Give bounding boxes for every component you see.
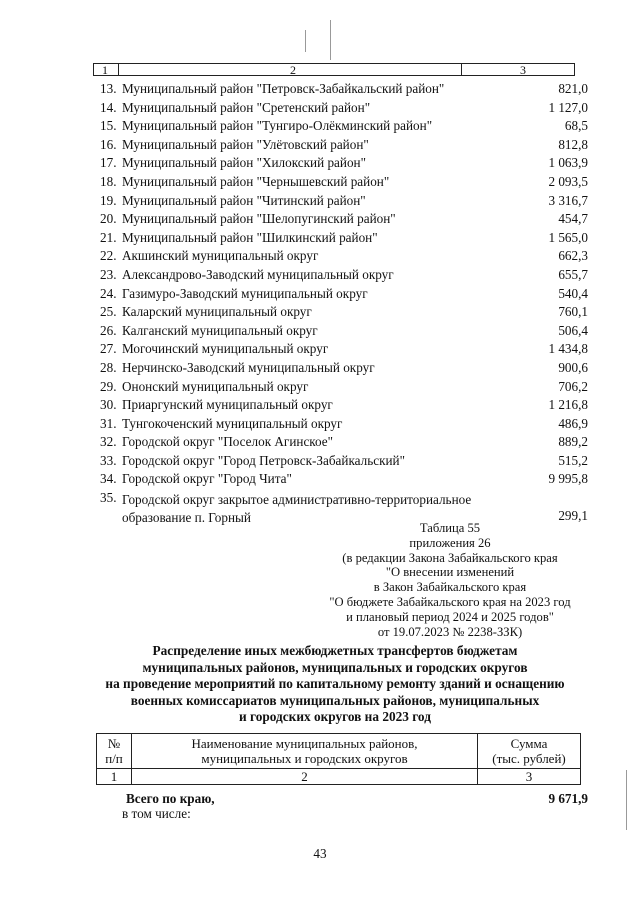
- title-line: и городских округов на 2023 год: [239, 709, 431, 725]
- table-row: [100, 287, 588, 306]
- lower-table: [96, 733, 581, 785]
- header-sum-line: Сумма: [510, 736, 548, 751]
- table-row: [100, 472, 588, 491]
- title-line: муниципальных районов, муниципальных и городских округов: [142, 659, 528, 675]
- table-row: [100, 454, 588, 473]
- table-row: [100, 194, 588, 213]
- upper-table-body: [100, 82, 588, 527]
- row-number: 16.: [100, 136, 117, 152]
- table-row: [100, 249, 588, 268]
- table-row: [100, 417, 588, 436]
- row-value: 889,2: [558, 434, 588, 450]
- row-number: 18.: [100, 173, 117, 189]
- page-number: 43: [313, 846, 327, 861]
- header-number-cell: [97, 734, 132, 769]
- row-name: Александрово-Заводский муниципальный округ: [122, 266, 394, 282]
- table-row: [100, 82, 588, 101]
- index-cell: 1: [97, 769, 132, 785]
- row-number: 21.: [100, 229, 117, 245]
- table-row: [100, 342, 588, 361]
- row-name: Муниципальный район "Чернышевский район": [122, 173, 390, 189]
- row-number: 17.: [100, 155, 117, 171]
- header-cell-3: [461, 64, 574, 75]
- row-name: Муниципальный район "Улётовский район": [122, 136, 369, 152]
- row-value: 1 565,0: [548, 229, 588, 245]
- row-name: Городской округ закрытое административно-территориальное образование п. Горный: [122, 492, 472, 526]
- row-value: 454,7: [558, 211, 588, 227]
- row-number: 25.: [100, 304, 117, 320]
- row-value: 706,2: [558, 378, 588, 394]
- table-row: [100, 268, 588, 287]
- table-row: [100, 324, 588, 343]
- table-row: [100, 398, 588, 417]
- row-number: 32.: [100, 434, 117, 450]
- row-value: 655,7: [558, 266, 588, 282]
- row-number: 23.: [100, 266, 117, 282]
- row-value: 812,8: [558, 136, 588, 152]
- lower-table-index-row: [97, 769, 581, 785]
- caption-line: Таблица 55: [419, 521, 481, 535]
- caption-line: и плановый период 2024 и 2025 годов": [346, 609, 554, 624]
- row-value: 299,1: [558, 508, 588, 524]
- document-title: [90, 643, 580, 726]
- row-name: Ононский муниципальный округ: [122, 378, 309, 394]
- table-row: [100, 231, 588, 250]
- header-name-line: муниципальных и городских округов: [201, 751, 408, 766]
- header-name-line: Наименование муниципальных районов,: [191, 736, 418, 751]
- row-value: 1 063,9: [548, 155, 588, 171]
- lower-table-header-row: [97, 734, 581, 769]
- row-value: 821,0: [558, 81, 588, 96]
- total-label: Всего по краю,: [126, 791, 215, 806]
- row-name: Каларский муниципальный округ: [122, 304, 312, 320]
- header-col-3: 3: [520, 63, 526, 77]
- row-number: 33.: [100, 452, 117, 468]
- row-number: 35.: [100, 490, 117, 506]
- total-value: 9 671,9: [548, 791, 588, 806]
- row-name: Муниципальный район "Шилкинский район": [122, 229, 378, 245]
- row-value: 2 093,5: [548, 173, 588, 189]
- caption-line: "О бюджете Забайкальского края на 2023 год: [329, 594, 571, 609]
- row-value: 540,4: [558, 285, 588, 301]
- index-cell: 2: [132, 769, 478, 785]
- scan-mark: [305, 30, 306, 52]
- upper-table-header: [93, 63, 575, 76]
- table-row: [100, 361, 588, 380]
- row-number: 30.: [100, 397, 117, 413]
- row-number: 28.: [100, 359, 117, 375]
- header-col-2: 2: [290, 63, 296, 77]
- row-number: 27.: [100, 341, 117, 357]
- header-number-line: №: [107, 736, 121, 751]
- row-name: Приаргунский муниципальный округ: [122, 397, 333, 413]
- row-name: Калганский муниципальный округ: [122, 322, 318, 338]
- row-number: 14.: [100, 99, 117, 115]
- row-name: Городской округ "Город Чита": [122, 471, 292, 487]
- row-value: 486,9: [558, 415, 588, 431]
- caption-line: приложения 26: [409, 535, 491, 550]
- row-number: 31.: [100, 415, 117, 431]
- header-name-cell: [132, 734, 478, 769]
- row-value: 1 127,0: [548, 99, 588, 115]
- header-col-1: 1: [102, 63, 108, 77]
- title-line: Распределение иных межбюджетных трансфертов бюджетам: [152, 643, 518, 658]
- row-name: Муниципальный район "Хилокский район": [122, 155, 366, 171]
- table-row: [100, 305, 588, 324]
- row-name: Муниципальный район "Читинский район": [122, 192, 366, 208]
- row-name: Тунгокоченский муниципальный округ: [122, 415, 343, 431]
- row-value: 515,2: [558, 452, 588, 468]
- row-name: Муниципальный район "Петровск-Забайкальский район": [122, 81, 445, 96]
- caption-line: "О внесении изменений: [385, 565, 515, 580]
- title-line: военных комиссариатов муниципальных районов, муниципальных: [130, 692, 540, 708]
- row-name: Муниципальный район "Сретенский район": [122, 99, 371, 115]
- row-name: Нерчинско-Заводский муниципальный округ: [122, 359, 375, 375]
- table-row: [100, 138, 588, 157]
- caption-line: от 19.07.2023 № 2238-ЗЗК): [377, 624, 523, 639]
- row-number: 29.: [100, 378, 117, 394]
- header-number-line: п/п: [105, 751, 123, 766]
- row-name: Муниципальный район "Тунгиро-Олёкминский район": [122, 118, 433, 134]
- row-name: Муниципальный район "Шелопугинский район": [122, 211, 396, 227]
- header-sum-cell: [478, 734, 581, 769]
- row-value: 760,1: [558, 304, 588, 320]
- row-value: 506,4: [558, 322, 588, 338]
- row-name: Газимуро-Заводский муниципальный округ: [122, 285, 368, 301]
- row-name: Городской округ "Город Петровск-Забайкальский": [122, 452, 405, 468]
- row-number: 26.: [100, 322, 117, 338]
- row-number: 15.: [100, 118, 117, 134]
- table-caption: [300, 521, 600, 639]
- row-value: 3 316,7: [548, 192, 588, 208]
- row-number: 20.: [100, 211, 117, 227]
- row-number: 24.: [100, 285, 117, 301]
- table-row: [100, 119, 588, 138]
- row-name: Городской округ "Поселок Агинское": [122, 434, 334, 450]
- table-row: [100, 435, 588, 454]
- table-row: [100, 101, 588, 120]
- title-line: на проведение мероприятий по капитальному ремонту зданий и оснащению: [105, 676, 565, 692]
- caption-line: в Закон Забайкальского края: [373, 580, 527, 595]
- row-name: Могочинский муниципальный округ: [122, 341, 329, 357]
- row-number: 34.: [100, 471, 117, 487]
- row-value: 1 434,8: [548, 341, 588, 357]
- row-value: 9 995,8: [548, 471, 588, 487]
- caption-line: (в редакции Закона Забайкальского края: [342, 550, 558, 565]
- including-label: в том числе:: [122, 806, 191, 821]
- row-name: Акшинский муниципальный округ: [122, 248, 319, 264]
- index-cell: 3: [478, 769, 581, 785]
- scan-mark: [330, 20, 331, 60]
- table-row: [100, 175, 588, 194]
- row-number: 22.: [100, 248, 117, 264]
- row-value: 68,5: [564, 118, 588, 134]
- row-number: 13.: [100, 81, 117, 96]
- header-sum-line: (тыс. рублей): [492, 751, 566, 766]
- row-value: 662,3: [558, 248, 588, 264]
- table-row: [100, 156, 588, 175]
- row-value: 1 216,8: [548, 397, 588, 413]
- row-number: 19.: [100, 192, 117, 208]
- scan-mark: [626, 770, 627, 830]
- table-row: [100, 380, 588, 399]
- table-row: [100, 212, 588, 231]
- row-value: 900,6: [558, 359, 588, 375]
